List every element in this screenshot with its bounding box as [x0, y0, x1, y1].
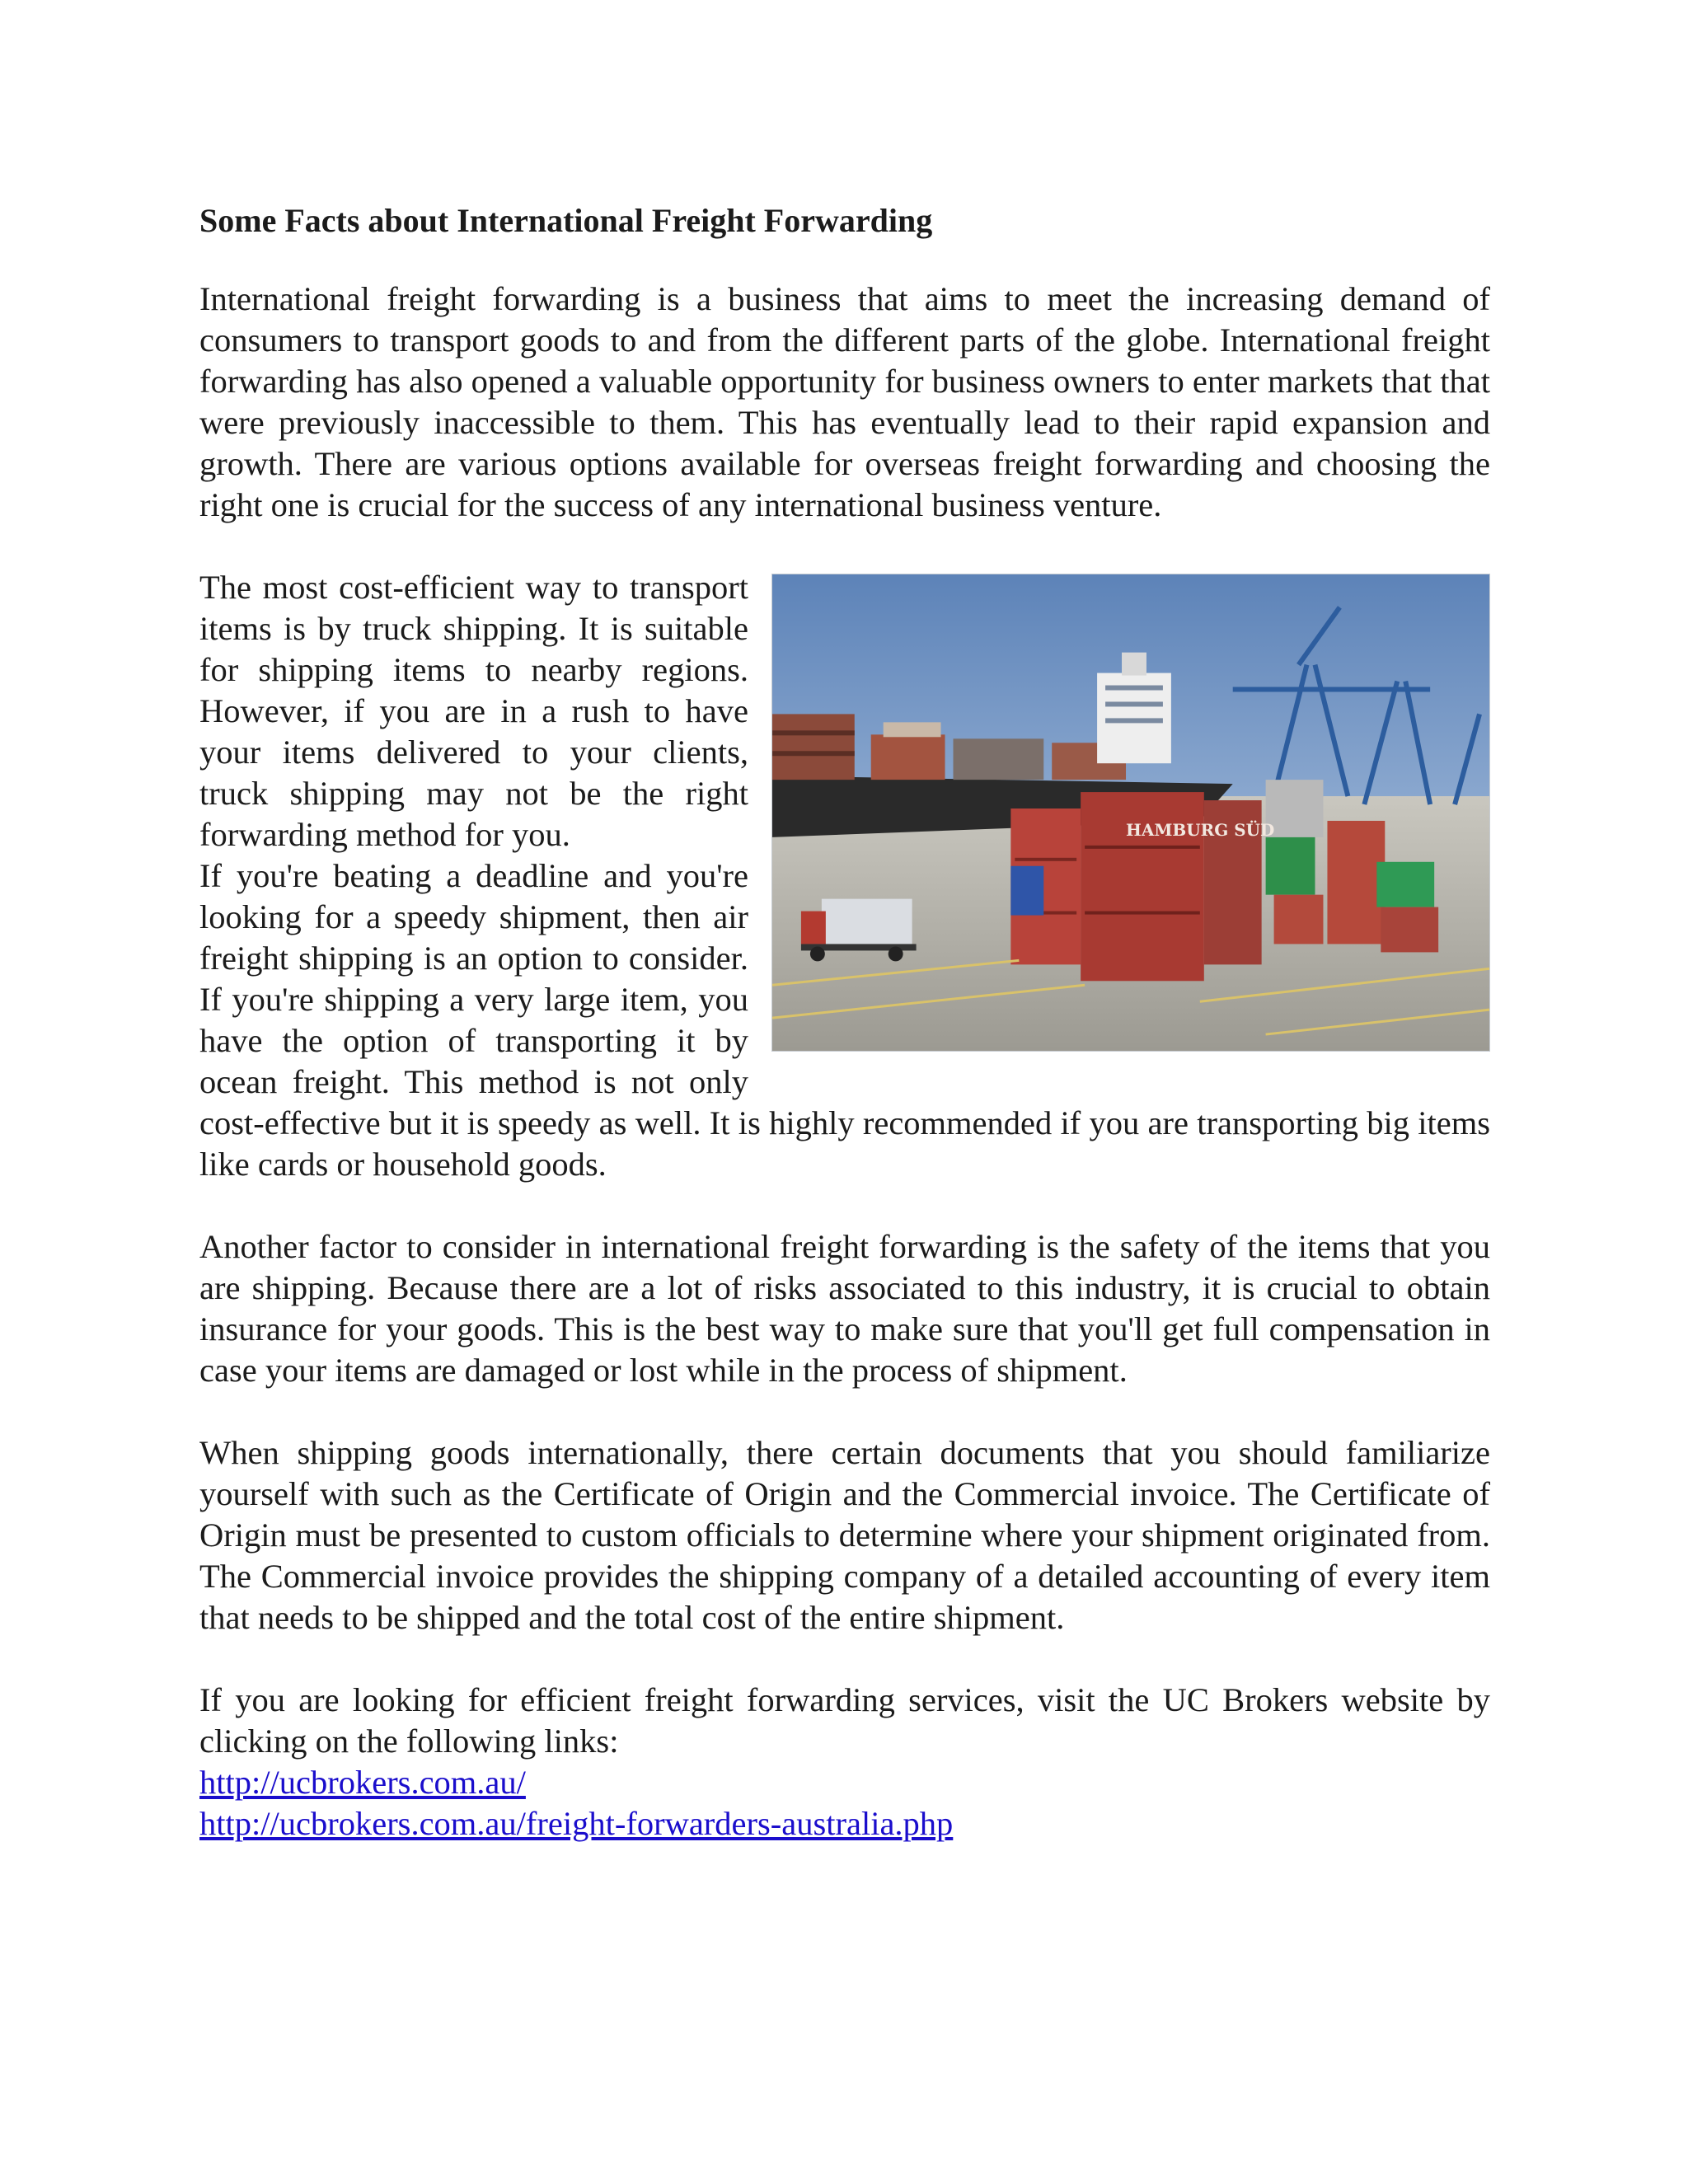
container-brand-label: HAMBURG SÜD — [1126, 819, 1275, 840]
link-ucbrokers-home[interactable]: http://ucbrokers.com.au/ — [199, 1764, 526, 1801]
document-body — [199, 196, 1490, 1844]
paragraph-truck-shipping: The most cost-efficient way to transport items is by truck shipping. It is suitable for shipping items to nearby regions. However, if you are in a rush to have your items delivered to your clients, truck shipping may not be the right forwarding method for you. — [199, 569, 748, 853]
shipping-port-photo — [771, 574, 1490, 1052]
document-title: Some Facts about International Freight Forwarding — [199, 202, 933, 239]
paragraph-safety: Another factor to consider in international freight forwarding is the safety of the items that you are shipping. Because there are a lot of risks associated to this industry, it is crucial to obtain insurance for your goods. This is the best way to make sure that you'll get full compensation in case your items are damaged or lost while in the process of shipment. — [199, 1228, 1490, 1389]
paragraph-intro: International freight forwarding is a business that aims to meet the increasing demand of consumers to transport goods to and from the different parts of the globe. International freight forwarding has also opened a valuable opportunity for business owners to enter markets that that were previously inaccessible to them. This has eventually lead to their rapid expansion and growth. There are various options available for overseas freight forwarding and choosing the right one is crucial for the success of any international business venture. — [199, 280, 1490, 523]
paragraph-air-ocean-freight: If you're beating a deadline and you're looking for a speedy shipment, then air freight shipping is an option to consider. If you're shipping a very large item, you have the option of transporting it by ocean freight. This method is not only cost-effective but it is speedy as well. It is highly recommended if you are transporting big items like cards or household goods. — [199, 857, 1490, 1183]
paragraph-closing: If you are looking for efficient freight forwarding services, visit the UC Brokers website by clicking on the following links: — [199, 1681, 1490, 1760]
link-freight-forwarders-australia[interactable]: http://ucbrokers.com.au/freight-forwarders-australia.php — [199, 1805, 954, 1842]
paragraph-documents: When shipping goods internationally, there certain documents that you should familiarize yourself with such as the Certificate of Origin and the Commercial invoice. The Certificate of Origin must be presented to custom officials to determine where your shipment originated from. The Commercial invoice provides the shipping company of a detailed accounting of every item that needs to be shipped and the total cost of the entire shipment. — [199, 1434, 1490, 1636]
